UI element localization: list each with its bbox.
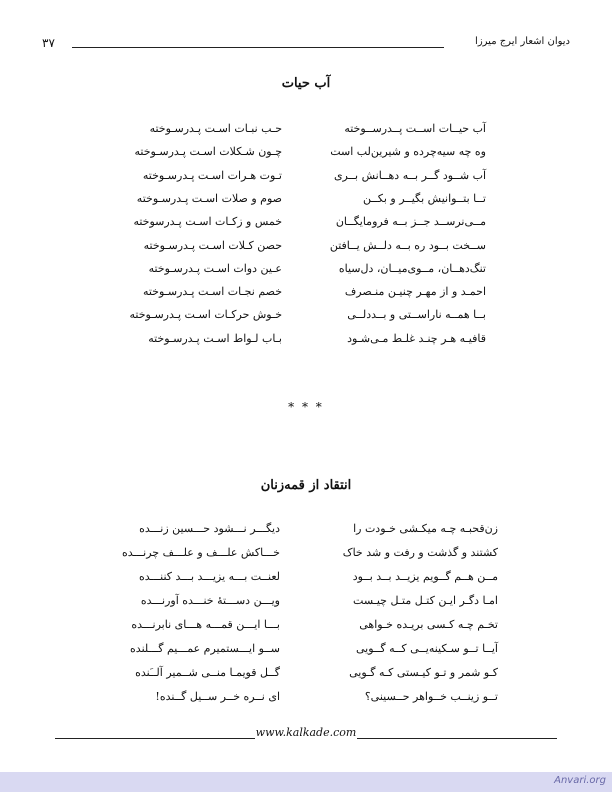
verse-first-half: مــن هــم گــویم یزیــد بــد بــود <box>352 570 498 583</box>
verse-second-half: خصم نجـات اسـت پـدرسـوخته <box>142 285 282 299</box>
verse-second-half: بـاب لـواط اسـت پـدرسـوخته <box>148 331 282 345</box>
verse-second-half: صوم و صلات اسـت پـدرسـوخته <box>136 191 282 205</box>
section-separator: * * * <box>288 400 324 414</box>
page-header <box>36 36 576 54</box>
verse-second-half: دیگـــر نـــشود حـــسین زنـــده <box>139 522 280 535</box>
poem-title-1: آب حیات <box>281 76 331 91</box>
verse-first-half: قافیـه هـر چنـد غلـط مـی‌شـود <box>347 331 486 345</box>
verse-second-half: تـوت هـرات اسـت پـدرسـوخته <box>142 168 282 182</box>
verse-first-half: تــا بتــوانیش بگیــر و بکــن <box>362 191 486 205</box>
book-title: دیوان اشعار ایرج میرزا <box>475 36 570 47</box>
verse-first-half: آب حیــات اســت پــدرســوخته <box>344 122 486 135</box>
verse-first-half: آب شــود گــر بــه دهــانش بــری <box>333 168 486 182</box>
verse-second-half: گــل قویمـا منــی شــمیر آلــَنده <box>135 666 280 679</box>
verse-second-half: عـین دوات اسـت پـدرسـوخته <box>148 261 282 275</box>
footer-url[interactable]: www.kalkade.com <box>255 726 357 739</box>
verse-first-half: تــو زینــب خــواهر حــسینی؟ <box>364 690 498 703</box>
footer-rule-right <box>357 738 557 739</box>
verse-first-half: مــی‌نرســد جــز بــه فرومایگــان <box>335 215 486 229</box>
verse-first-half: امـا دگـر ایـن کتـل متـل چیـست <box>353 594 498 607</box>
verse-second-half: ای نــره خــر ســیل گــنده! <box>155 690 280 703</box>
page-number: ۳۷ <box>42 36 55 50</box>
verse-second-half: خـــاکش علـــف و علـــف چرنـــده <box>121 546 280 559</box>
verse-second-half: چـون شـکلات اسـت پـدرسـوخته <box>134 145 282 159</box>
verse-first-half: بــا همــه ناراســتی و بــددلــی <box>347 308 486 322</box>
verse-first-half: کشتند و گذشت و رفت و شد خاک <box>342 546 498 559</box>
verse-first-half: تنگ‌دهــان، مــوی‌میــان، دل‌سیاه <box>338 261 486 275</box>
poem-title-2: انتقاد از قمه‌زنان <box>260 478 352 493</box>
watermark-bar <box>0 772 612 792</box>
verse-second-half: خـوش حرکـات اسـت پـدرسـوخته <box>129 308 282 322</box>
verse-first-half: زن‌قحبـه چـه میکـشی خـودت را <box>353 522 498 535</box>
verse-second-half: حصن کـلات اسـت پـدرسـوخته <box>143 238 282 252</box>
verse-second-half: ســو ایـــستمیرم عمـــیم گـــلنده <box>130 642 280 655</box>
verse-second-half: بـــا ایـــن قمـــه هـــای نابرنـــده <box>131 618 280 631</box>
verse-first-half: کـو شمر و تـو کیـستی کـه گـویی <box>349 666 498 679</box>
verse-second-half: لعنــت بـــه یزیـــد بـــد کننـــده <box>138 570 280 583</box>
verse-first-half: ســخت بــود ره بــه دلــش یــافتن <box>329 238 486 252</box>
verse-first-half: احمـد و از مهـر چنیـن منـصرف <box>344 285 486 299</box>
verse-first-half: وه چه سیه‌چرده و شیرین‌لب است <box>330 145 486 159</box>
verse-first-half: آیــا تــو سـکینه‌یــی کــه گــویی <box>356 642 498 655</box>
verse-second-half: حـب نبـات اسـت پـدرسـوخته <box>149 122 282 135</box>
verse-second-half: ویـــن دســـتهٔ خنـــده آورنـــده <box>140 594 280 607</box>
verse-first-half: تخـم چـه کـسی بریـده خـواهی <box>359 618 498 631</box>
watermark-text: Anvari.org <box>554 775 606 786</box>
verse-second-half: خمس و زکـات اسـت پـدرسوخته <box>133 215 282 229</box>
header-rule <box>72 47 444 48</box>
